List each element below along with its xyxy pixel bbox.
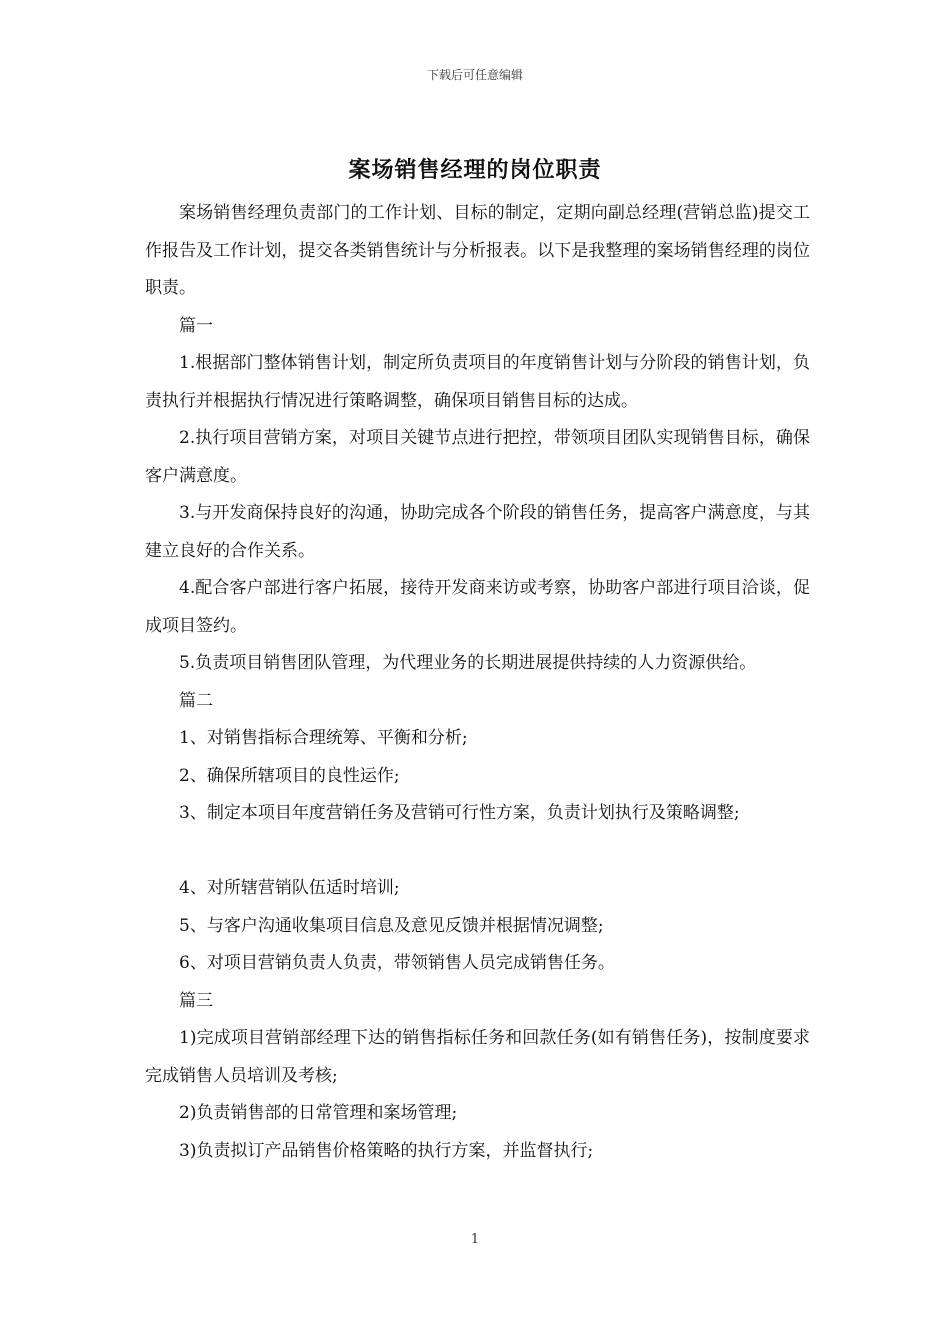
list-item: 2、确保所辖项目的良性运作; xyxy=(179,765,400,786)
intro-paragraph: 案场销售经理负责部门的工作计划、目标的制定，定期向副总经理(营销总监)提交工作报告及工作计划，提交各类销售统计与分析报表。以下是我整理的案场销售经理的岗位职责。 xyxy=(145,203,810,298)
list-item: 4、对所辖营销队伍适时培训; xyxy=(179,878,400,898)
list-item: 2.执行项目营销方案，对项目关键节点进行把控，带领项目团队实现销售目标，确保客户满意度。 xyxy=(145,428,810,486)
page-number: 1 xyxy=(470,1232,480,1247)
document-title: 案场销售经理的岗位职责 xyxy=(348,158,602,183)
document-body xyxy=(145,195,810,1170)
blank-line xyxy=(145,833,810,871)
list-item: 1)完成项目营销部经理下达的销售指标任务和回款任务(如有销售任务)，按制度要求完成销售人员培训及考核; xyxy=(145,1028,810,1086)
list-item: 3、制定本项目年度营销任务及营销可行性方案，负责计划执行及策略调整; xyxy=(179,803,740,823)
page-header-note: 下载后可任意编辑 xyxy=(426,68,523,82)
section-heading-1: 篇一 xyxy=(179,315,213,336)
list-item: 4.配合客户部进行客户拓展，接待开发商来访或考察，协助客户部进行项目洽谈，促成项目签约。 xyxy=(145,578,810,636)
list-item: 3)负责拟订产品销售价格策略的执行方案，并监督执行; xyxy=(179,1140,594,1161)
list-item: 5.负责项目销售团队管理，为代理业务的长期进展提供持续的人力资源供给。 xyxy=(179,653,757,673)
list-item: 5、与客户沟通收集项目信息及意见反馈并根据情况调整; xyxy=(179,915,604,936)
section-heading-2: 篇二 xyxy=(179,690,213,711)
section-heading-3: 篇三 xyxy=(179,990,213,1011)
list-item: 6、对项目营销负责人负责，带领销售人员完成销售任务。 xyxy=(179,953,615,973)
list-item: 1、对销售指标合理统筹、平衡和分析; xyxy=(179,728,468,748)
list-item: 1.根据部门整体销售计划，制定所负责项目的年度销售计划与分阶段的销售计划，负责执行并根据执行情况进行策略调整，确保项目销售目标的达成。 xyxy=(145,353,810,411)
list-item: 2)负责销售部的日常管理和案场管理; xyxy=(179,1103,458,1123)
list-item: 3.与开发商保持良好的沟通，协助完成各个阶段的销售任务，提高客户满意度，与其建立良好的合作关系。 xyxy=(145,503,810,561)
